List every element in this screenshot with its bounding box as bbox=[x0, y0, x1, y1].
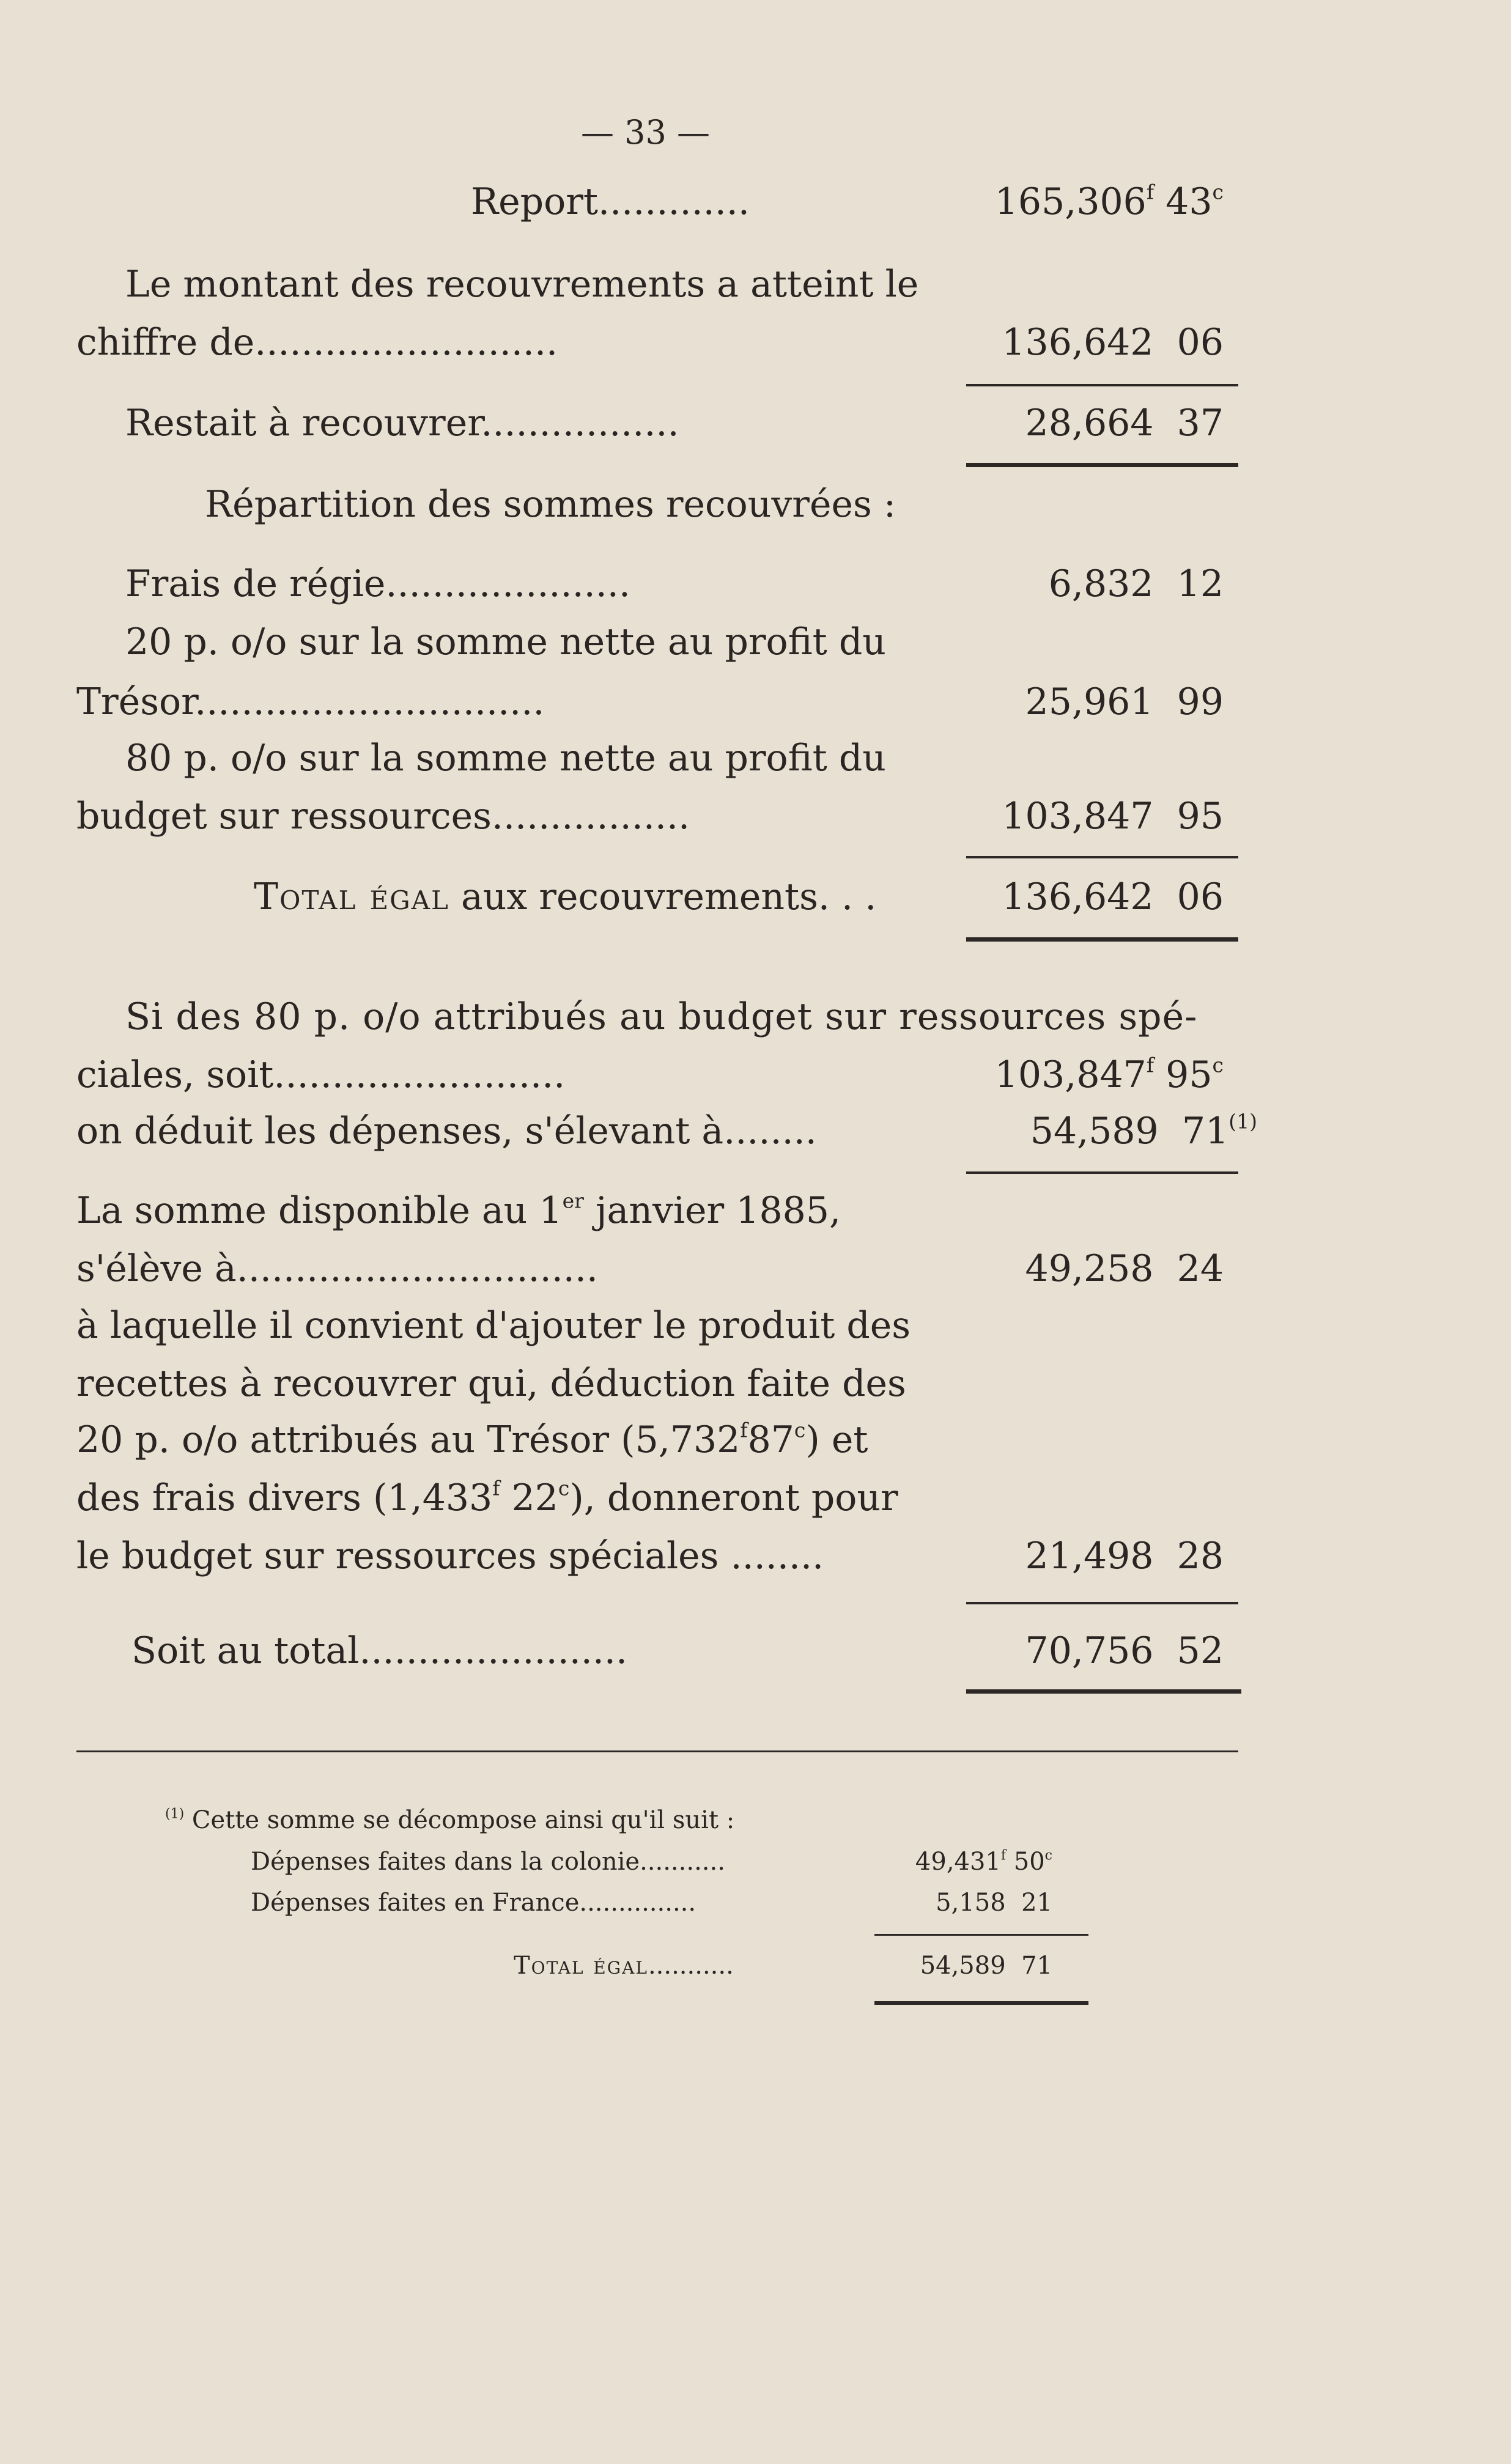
dot-leader: ........... bbox=[640, 1848, 725, 1876]
dot-leader: .......................... bbox=[254, 321, 558, 364]
total-line: Total égal aux recouvrements. . . bbox=[254, 876, 877, 918]
restait-line: Restait à recouvrer................. bbox=[125, 402, 679, 444]
frais-amount: 6,832 12 bbox=[1048, 563, 1224, 605]
somme-amount: 49,258 24 bbox=[1025, 1247, 1224, 1290]
dot-leader: ............. bbox=[598, 180, 750, 223]
footnote-row2-amount: 5,158 21 bbox=[936, 1889, 1052, 1917]
dot-leader: . . . bbox=[818, 876, 877, 918]
separator-rule bbox=[966, 1602, 1238, 1604]
dot-leader: ................. bbox=[481, 402, 679, 444]
separator-rule bbox=[966, 1689, 1241, 1694]
total-amount: 136,642 06 bbox=[1002, 876, 1224, 918]
ajouter-line4: des frais divers (1,433$^f$ 22$^c$), donneront pour bbox=[76, 1476, 898, 1519]
ajouter-line1: à laquelle il convient d'ajouter le produit des bbox=[76, 1304, 911, 1347]
restait-amount: 28,664 37 bbox=[1025, 402, 1224, 444]
dot-leader: ........ bbox=[723, 1110, 817, 1153]
separator-rule bbox=[966, 384, 1238, 386]
somme-line2: s'élève à............................... bbox=[76, 1247, 598, 1290]
separator-rule bbox=[874, 1934, 1088, 1936]
dot-leader: ............... bbox=[579, 1889, 696, 1917]
separator-rule bbox=[966, 1171, 1238, 1174]
tresor-line2: Trésor.............................. bbox=[76, 681, 545, 723]
si-line1: Si des 80 p. o/o attribués au budget sur ressources spé- bbox=[125, 995, 1198, 1038]
dot-leader: ....................... bbox=[359, 1629, 628, 1672]
repartition-heading: Répartition des sommes recouvrées : bbox=[205, 483, 896, 526]
dot-leader: ............................... bbox=[236, 1247, 598, 1290]
budget-line1: 80 p. o/o sur la somme nette au profit du bbox=[125, 737, 886, 780]
soit-amount: 70,756 52 bbox=[1025, 1629, 1224, 1672]
dot-leader: ................. bbox=[491, 795, 690, 838]
dot-leader: ........ bbox=[730, 1535, 824, 1577]
dot-leader: .............................. bbox=[194, 681, 545, 723]
dot-leader: ..................... bbox=[385, 563, 630, 605]
footnote-reference: (1) bbox=[1228, 1109, 1257, 1134]
report-line bbox=[471, 180, 750, 223]
somme-line1: La somme disponible au 1er janvier 1885, bbox=[76, 1189, 841, 1232]
si-amount: 103,847$^f$ 95$^c$ bbox=[994, 1053, 1224, 1096]
footnote-row1-amount: 49,431$^f$ 50$^c$ bbox=[915, 1848, 1052, 1876]
footnote-total-amount: 54,589 71 bbox=[920, 1952, 1052, 1980]
footnote-row2: Dépenses faites en France............... bbox=[251, 1889, 696, 1917]
ajouter-line5: le budget sur ressources spéciales ........ bbox=[76, 1535, 824, 1577]
montant-amount: 136,642 06 bbox=[1002, 321, 1224, 364]
budget-line2: budget sur ressources................. bbox=[76, 795, 690, 838]
separator-rule bbox=[874, 2001, 1088, 2005]
page-number: — 33 — bbox=[581, 113, 711, 152]
ajouter-line2: recettes à recouvrer qui, déduction faite des bbox=[76, 1362, 906, 1405]
dot-leader: ......................... bbox=[273, 1053, 566, 1096]
footnote-intro: $^{(1)}$ Cette somme se décompose ainsi qu'il suit : bbox=[165, 1806, 735, 1834]
report-label: Report bbox=[471, 180, 599, 223]
ajouter-amount: 21,498 28 bbox=[1025, 1535, 1224, 1577]
frais-line: Frais de régie..................... bbox=[125, 563, 630, 605]
tresor-amount: 25,961 99 bbox=[1025, 681, 1224, 723]
report-amount: 165,306$^f$ 43$^c$ bbox=[994, 180, 1224, 223]
dot-leader: ........... bbox=[648, 1952, 734, 1980]
footnote-row1: Dépenses faites dans la colonie........... bbox=[251, 1848, 725, 1876]
tresor-line1: 20 p. o/o sur la somme nette au profit du bbox=[125, 621, 886, 663]
deduit-amount: 54,589 71$^{(1)}$ bbox=[1030, 1109, 1257, 1153]
deduit-line: on déduit les dépenses, s'élevant à........ bbox=[76, 1110, 817, 1153]
si-line2: ciales, soit......................... bbox=[76, 1053, 566, 1096]
separator-rule bbox=[966, 937, 1238, 942]
footnote-total: Total égal........... bbox=[514, 1952, 734, 1980]
ajouter-line3: 20 p. o/o attribués au Trésor (5,732$^f$87$^c$) et bbox=[76, 1418, 868, 1461]
soit-line: Soit au total....................... bbox=[131, 1629, 628, 1672]
separator-rule bbox=[966, 856, 1238, 858]
footnote-marker: (1) bbox=[165, 1806, 185, 1822]
montant-line2: chiffre de.......................... bbox=[76, 321, 558, 364]
budget-amount: 103,847 95 bbox=[1002, 795, 1224, 838]
montant-line1: Le montant des recouvrements a atteint le bbox=[125, 263, 919, 306]
footnote-separator bbox=[76, 1750, 1238, 1752]
separator-rule bbox=[966, 463, 1238, 467]
